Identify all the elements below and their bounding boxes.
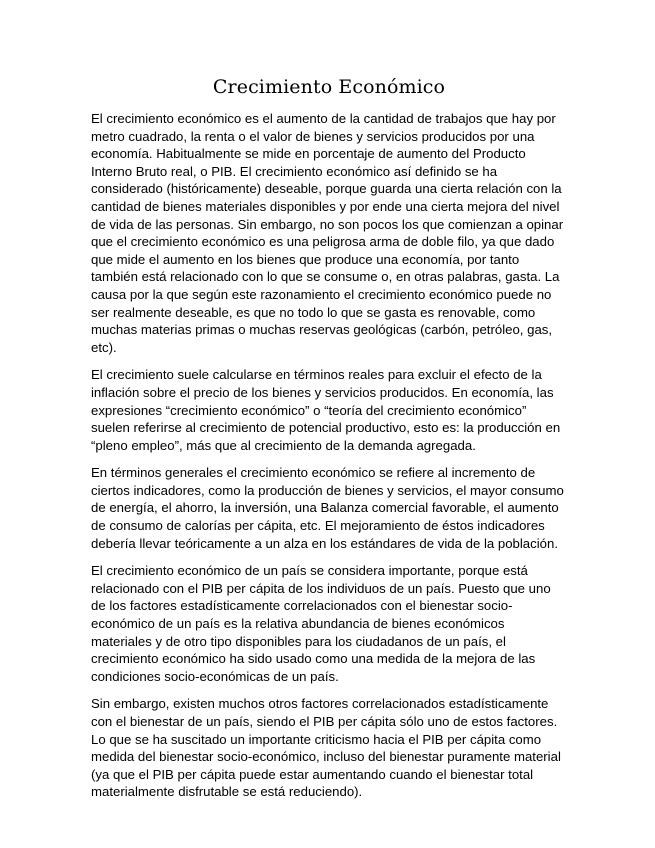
paragraph-3: En términos generales el crecimiento económico se refiere al incremento de ciertos indicadores, como la producción de bienes y servicios, el mayor consumo de energía, el ahorro, la inversión, una Balanza comercial favorable, el aumento de consumo de calorías per cápita, etc. El mejoramiento de éstos indicadores debería llevar teóricamente a un alza en los estándares de vida de la población. bbox=[91, 465, 564, 551]
paragraph-1: El crecimiento económico es el aumento de la cantidad de trabajos que hay por metro cuadrado, la renta o el valor de bienes y servicios producidos por una economía. Habitualmente se mide en porcentaje de aumento del Producto Interno Bruto real, o PIB. El crecimiento económico así definido se ha considerado (históricamente) deseable, porque guarda una cierta relación con la cantidad de bienes materiales disponibles y por ende una cierta mejora del nivel de vida de las personas. Sin embargo, no son pocos los que comienzan a opinar que el crecimiento económico es una peligrosa arma de doble filo, ya que dado que mide el aumento en los bienes que produce una economía, por tanto también está relacionado con lo que se consume o, en otras palabras, gasta. La causa por la que según este razonamiento el crecimiento económico puede no ser realmente deseable, es que no todo lo que se gasta es renovable, como muchas materias primas o muchas reservas geológicas (carbón, petróleo, gas, etc). bbox=[91, 111, 564, 355]
paragraph-2: El crecimiento suele calcularse en términos reales para excluir el efecto de la inflación sobre el precio de los bienes y servicios producidos. En economía, las expresiones “crecimiento económico” o “teoría del crecimiento económico” suelen referirse al crecimiento de potencial productivo, esto es: la producción en “pleno empleo”, más que al crecimiento de la demanda agregada. bbox=[91, 367, 561, 453]
paragraph-4: El crecimiento económico de un país se considera importante, porque está relacionado con el PIB per cápita de los individuos de un país. Puesto que uno de los factores estadísticamente correlacionados con el bienestar socio-económico de un país es la relativa abundancia de bienes económicos materiales y de otro tipo disponibles para los ciudadanos de un país, el crecimiento económico ha sido usado como una medida de la mejora de las condiciones socio-económicas de un país. bbox=[91, 563, 551, 684]
document-title: Crecimiento Económico bbox=[212, 76, 446, 98]
paragraph-5: Sin embargo, existen muchos otros factores correlacionados estadísticamente con el bienestar de un país, siendo el PIB per cápita sólo uno de estos factores. Lo que se ha suscitado un importante criticismo hacia el PIB per cápita como medida del bienestar socio-económico, incluso del bienestar puramente material (ya que el PIB per cápita puede estar aumentando cuando el bienestar total materialmente disfrutable se está reduciendo). bbox=[91, 696, 561, 800]
